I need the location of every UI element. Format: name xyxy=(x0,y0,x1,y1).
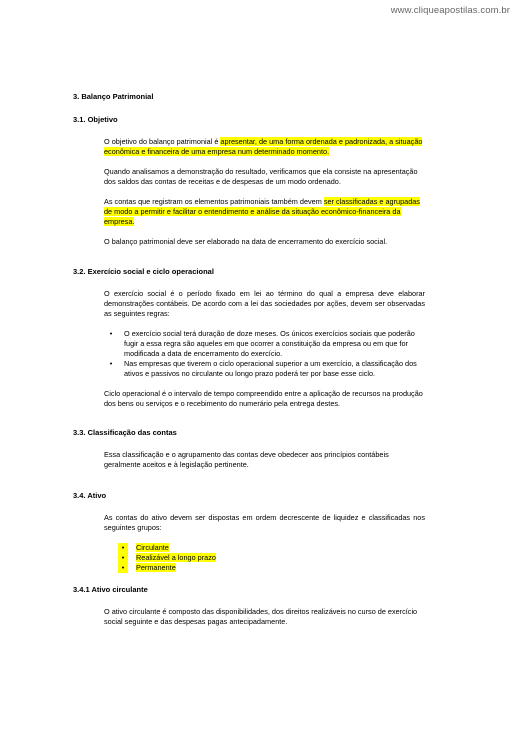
section-3-title: 3. Balanço Patrimonial xyxy=(73,92,154,101)
accounts-highlight: ser classificadas e agrupadas de modo a permitir e facilitar o entendimento e análise da situação econômico-financeira da empresa. xyxy=(104,197,420,226)
bullet-icon: • xyxy=(109,359,113,368)
asset-groups-list xyxy=(118,543,425,573)
accounts-text: As contas que registram os elementos patrimoniais também devem xyxy=(104,197,324,206)
bullet-icon: • xyxy=(109,329,113,338)
asset-paragraph: As contas do ativo devem ser dispostas em ordem decrescente de liquidez e classificadas nos seguintes grupos: xyxy=(104,513,425,532)
section-3-1-title: 3.1. Objetivo xyxy=(73,115,118,124)
section-3-4-body xyxy=(104,513,425,573)
list-item: • Nas empresas que tiverem o ciclo operacional superior a um exercício, a classificação dos ativos e passivos no circulante ou longo prazo poderá ter por base esse ciclo. xyxy=(106,359,425,379)
classification-paragraph: Essa classificação e o agrupamento das contas deve obedecer aos princípios contábeis geralmente aceitos e à legislação pertinente. xyxy=(104,450,389,469)
section-3-3-body xyxy=(104,450,425,470)
site-watermark: www.cliqueapostilas.com.br xyxy=(390,5,510,16)
accounts-paragraph xyxy=(104,197,425,227)
objective-paragraph xyxy=(104,137,425,157)
current-asset-paragraph: O ativo circulante é composto das disponibilidades, dos direitos realizáveis no curso de exercício social seguinte e das despesas pagas antecipadamente. xyxy=(104,607,418,626)
list-item: • Realizável a longo prazo xyxy=(118,553,425,563)
section-3-2-title: 3.2. Exercício social e ciclo operacional xyxy=(73,267,214,276)
section-3-4-title: 3.4. Ativo xyxy=(73,491,107,500)
list-item: • Permanente xyxy=(118,563,425,573)
result-paragraph: Quando analisamos a demonstração do resultado, verificamos que ela consiste na apresentação dos saldos das contas de receitas e de despesas de um modo ordenado. xyxy=(104,167,418,186)
bullet-icon: • xyxy=(118,543,128,553)
section-3-1-body xyxy=(104,137,425,247)
document-body xyxy=(73,92,425,627)
bullet-icon: • xyxy=(118,553,128,563)
date-paragraph: O balanço patrimonial deve ser elaborado na data de encerramento do exercício social. xyxy=(104,237,388,246)
section-3-4-1-title: 3.4.1 Ativo circulante xyxy=(73,585,148,594)
section-3-4-1-body xyxy=(104,607,425,627)
section-3-3-title: 3.3. Classificação das contas xyxy=(73,428,177,437)
section-3-2-body xyxy=(104,289,425,409)
rules-list xyxy=(106,329,425,379)
objective-text: O objetivo do balanço patrimonial é xyxy=(104,137,221,146)
objective-highlight: apresentar, de uma forma ordenada e padronizada, a situação econômica e financeira de uma empresa num determinado momento. xyxy=(104,137,423,156)
list-item: • Circulante xyxy=(118,543,425,553)
bullet-icon: • xyxy=(118,563,128,573)
list-item: • O exercício social terá duração de doze meses. Os únicos exercícios sociais que poderão fugir a essa regra são aqueles em que ocorrer a constituição da empresa ou em que for modificada a data de encerramento do exercício. xyxy=(106,329,425,359)
cycle-paragraph: Ciclo operacional é o intervalo de tempo compreendido entre a aplicação de recursos na produção dos bens ou serviços e o recebimento do numerário pela entrega destes. xyxy=(104,389,423,408)
fiscal-year-paragraph: O exercício social é o período fixado em lei ao término do qual a empresa deve elaborar demonstrações contábeis. De acordo com a lei das sociedades por ações, devem ser observadas as seguintes regras: xyxy=(104,289,425,318)
